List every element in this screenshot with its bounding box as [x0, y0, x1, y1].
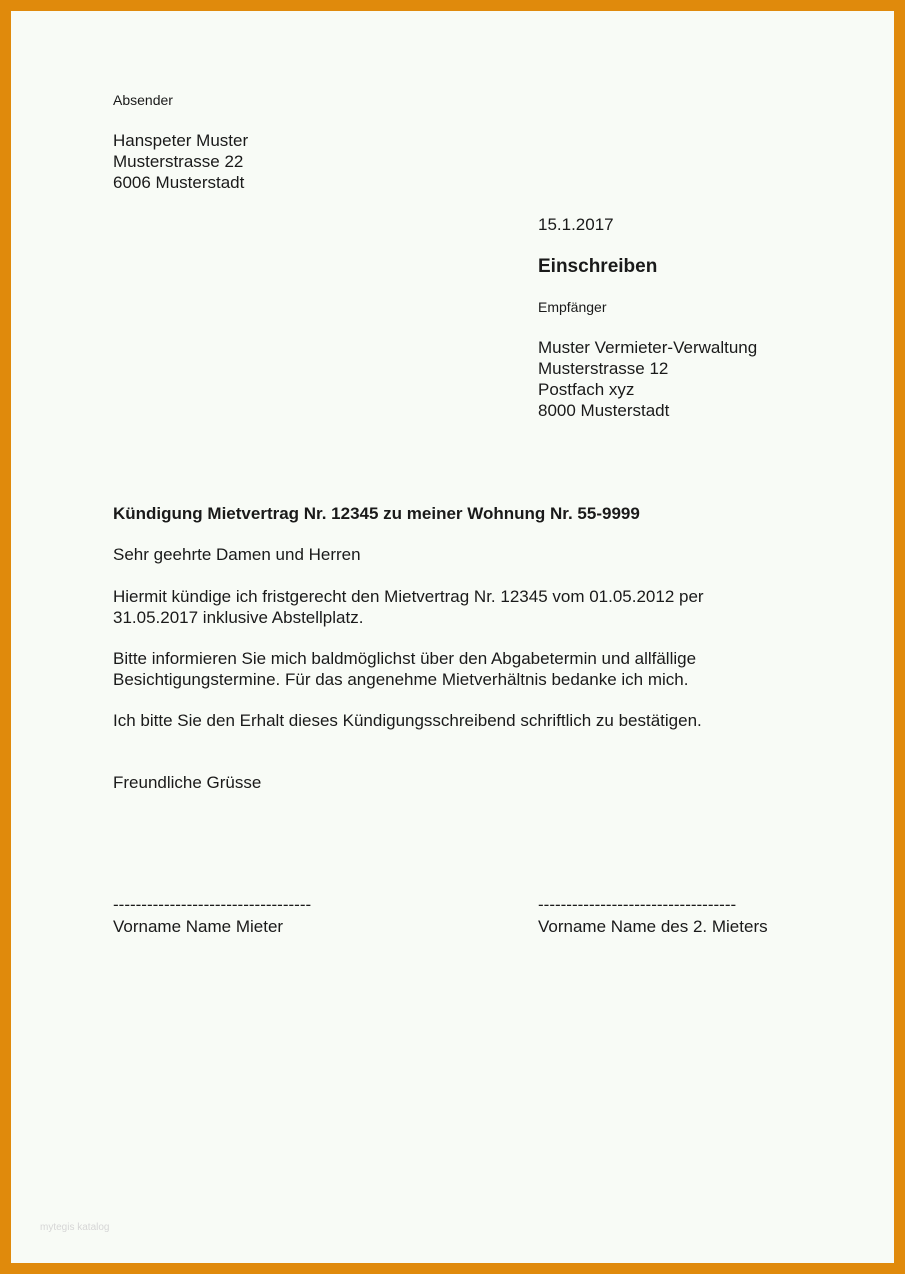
recipient-name: Muster Vermieter-Verwaltung — [538, 338, 758, 357]
recipient-street: Musterstrasse 12 — [538, 359, 669, 378]
sender-city: 6006 Musterstadt — [113, 173, 245, 192]
body-paragraph-2-line-1: Bitte informieren Sie mich baldmöglichst über den Abgabetermin und allfällige — [113, 649, 697, 668]
letter-date: 15.1.2017 — [538, 215, 614, 234]
body-paragraph-2 — [113, 648, 696, 690]
signature-name-1: Vorname Name Mieter — [113, 917, 284, 936]
sender-label: Absender — [113, 92, 173, 108]
letter-page — [11, 11, 894, 1263]
signature-name-2: Vorname Name des 2. Mieters — [538, 917, 768, 936]
body-paragraph-1-line-1: Hiermit kündige ich fristgerecht den Mietvertrag Nr. 12345 vom 01.05.2012 per — [113, 587, 704, 606]
body-paragraph-2-line-2: Besichtigungstermine. Für das angenehme Mietverhältnis bedanke ich mich. — [113, 670, 689, 689]
signature-line-1: ----------------------------------- — [113, 895, 312, 914]
sender-street: Musterstrasse 22 — [113, 152, 244, 171]
body-paragraph-1 — [113, 586, 704, 628]
subject-line: Kündigung Mietvertrag Nr. 12345 zu meiner Wohnung Nr. 55-9999 — [113, 504, 640, 523]
recipient-label: Empfänger — [538, 299, 607, 315]
sender-name: Hanspeter Muster — [113, 131, 249, 150]
recipient-po-box: Postfach xyz — [538, 380, 635, 399]
delivery-type: Einschreiben — [538, 256, 658, 277]
sender-address — [113, 130, 248, 193]
salutation: Sehr geehrte Damen und Herren — [113, 545, 361, 564]
signature-line-2: ----------------------------------- — [538, 895, 737, 914]
closing: Freundliche Grüsse — [113, 773, 262, 792]
body-paragraph-1-line-2: 31.05.2017 inklusive Abstellplatz. — [113, 608, 364, 627]
recipient-address — [538, 337, 757, 421]
recipient-city: 8000 Musterstadt — [538, 401, 670, 420]
watermark: mytegis katalog — [40, 1222, 110, 1233]
body-paragraph-3: Ich bitte Sie den Erhalt dieses Kündigungsschreibend schriftlich zu bestätigen. — [113, 711, 702, 730]
